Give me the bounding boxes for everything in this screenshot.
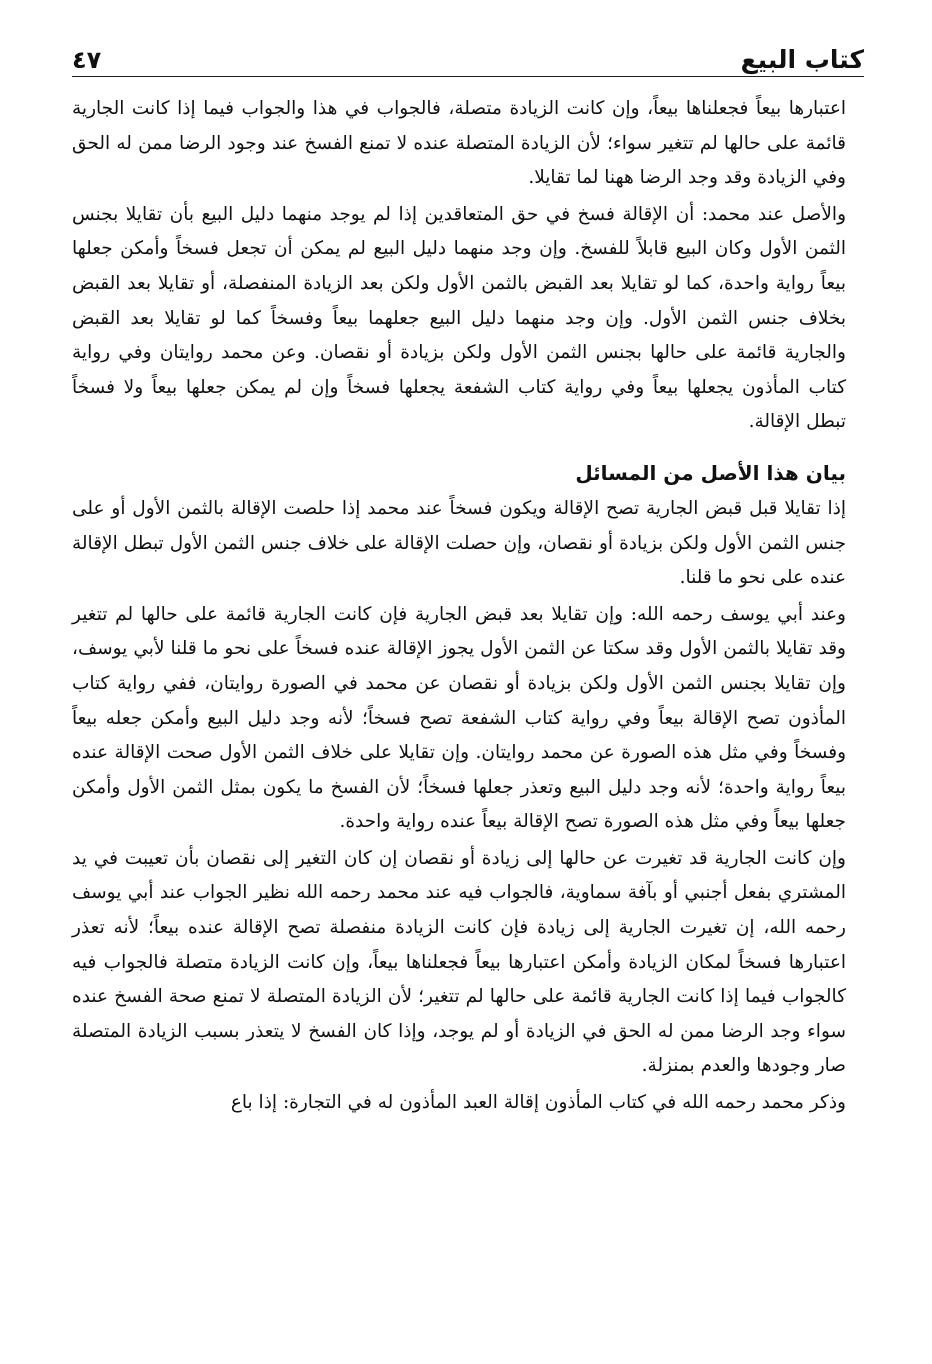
body-text <box>72 92 846 1121</box>
book-title: كتاب البيع <box>740 45 864 74</box>
paragraph: والأصل عند محمد: أن الإقالة فسخ في حق المتعاقدين إذا لم يوجد منهما دليل البيع بأن تقايلا بجنس الثمن الأول وكان البيع قابلاً للفسخ. وإن وجد منهما دليل البيع لم يمكن أن تجعل فسخاً وأمكن جعلها بيعاً رواية واحدة، كما لو تقايلا بعد القبض بالثمن الأول ولكن بعد الزيادة المنفصلة، أو تقايلا بعد القبض بخلاف جنس الثمن الأول. وإن وجد منهما دليل البيع جعلهما بيعاً وفسخاً كما لو تقايلا بعد القبض والجارية قائمة على حالها بجنس الثمن الأول ولكن بزيادة أو نقصان. وعن محمد روايتان وفي رواية كتاب المأذون يجعلها بيعاً وفي رواية كتاب الشفعة يجعلها فسخاً وإن لم يمكن جعلها بيعاً ولا فسخاً تبطل الإقالة. <box>72 203 846 433</box>
paragraph: اعتبارها بيعاً فجعلناها بيعاً، وإن كانت الزيادة متصلة، فالجواب في هذا والجواب فيما إذا كانت الجارية قائمة على حالها لم تتغير سواء؛ لأن الزيادة المتصلة عنده لا تمنع الفسخ عند وجود الرضا ممن له الحق وفي الزيادة وقد وجد الرضا ههنا لما تقايلا. <box>72 98 846 189</box>
page-number: ٤٧ <box>72 46 102 74</box>
paragraph: وإن كانت الجارية قد تغيرت عن حالها إلى زيادة أو نقصان إن كان التغير إلى نقصان بأن تعيبت في يد المشتري بفعل أجنبي أو بآفة سماوية، فالجواب فيه عند محمد رحمه الله نظير الجواب عند أبي يوسف رحمه الله، إن تغيرت الجارية إلى زيادة فإن كانت الزيادة منفصلة تصح الإقالة عنده بيعاً؛ لأنه تعذر اعتبارها فسخاً لمكان الزيادة وأمكن اعتبارها بيعاً فجعلناها بيعاً، وإن كانت الزيادة متصلة فالجواب فيه كالجواب فيما إذا كانت الجارية قائمة على حالها لم تتغير؛ لأن الزيادة المتصلة لا تمنع صحة الفسخ عنده سواء وجد الرضا ممن له الحق في الزيادة أو لم يوجد، وإذا كان الفسخ لا يتعذر بسبب الزيادة المتصلة صار وجودها والعدم بمنزلة. <box>72 847 846 1077</box>
paragraph: وذكر محمد رحمه الله في كتاب المأذون إقالة العبد المأذون له في التجارة: إذا باع <box>230 1092 846 1114</box>
paragraph: وعند أبي يوسف رحمه الله: وإن تقايلا بعد قبض الجارية فإن كانت الجارية قائمة على حالها لم تتغير وقد تقايلا بالثمن الأول وقد سكتا عن الثمن الأول يجوز الإقالة عنده فسخاً على نحو ما قلنا لأبي يوسف، وإن تقايلا بجنس الثمن الأول ولكن بزيادة أو نقصان عن محمد في الصورة روايتان، ففي رواية كتاب المأذون تصح الإقالة بيعاً وفي رواية كتاب الشفعة تصح فسخاً؛ لأنه وجد دليل البيع وأمكن جعله بيعاً وفسخاً وفي مثل هذه الصورة عن محمد روايتان. وإن تقايلا على خلاف الثمن الأول صحت الإقالة عنده بيعاً رواية واحدة؛ لأنه وجد دليل البيع وتعذر جعلها فسخاً؛ لأن الفسخ ما يكون بمثل الثمن الأول وأمكن جعلها بيعاً وفي مثل هذه الصورة تصح الإقالة بيعاً عنده رواية واحدة. <box>72 603 846 833</box>
running-header <box>72 30 864 77</box>
section-heading: بيان هذا الأصل من المسائل <box>575 460 846 485</box>
paragraph: إذا تقايلا قبل قبض الجارية تصح الإقالة ويكون فسخاً عند محمد إذا حلصت الإقالة بالثمن الأول أو على جنس الثمن الأول ولكن بزيادة أو نقصان، وإن حصلت الإقالة على خلاف جنس الثمن الأول تبطل الإقالة عنده على نحو ما قلنا. <box>72 497 846 589</box>
